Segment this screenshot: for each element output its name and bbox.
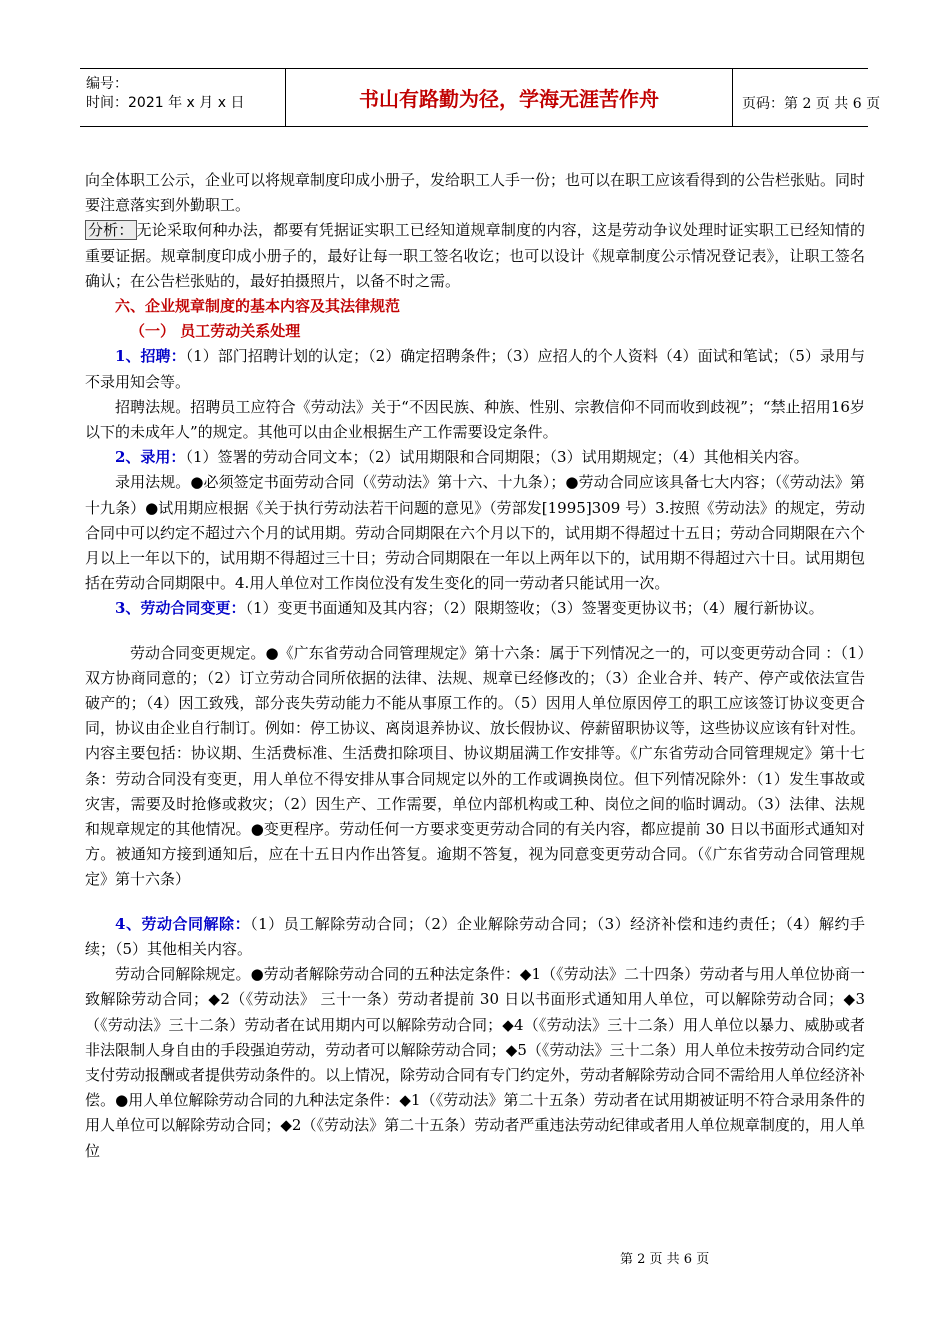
contract-change-regulation: 劳动合同变更规定。●《广东省劳动合同管理规定》第十六条：属于下列情况之一的，可以变更劳动合同 ：（1）双方协商同意的；（2）订立劳动合同所依据的法律、法规、规章已经修改的；（3）企业合并、转产、停产或依法宣告破产的；（4）因工致残，部分丧失劳动能力不能从事原工作的。（5）因用人单位原因停工的职工应该签订协议变更合同，协议由企业自行制订。例如：停工协议、离岗退养协议、放长假协议、停薪留职协议等，这些协议应该有针对性。内容主要包括：协议期、生活费标准、生活费扣除项目、协议期届满工作安排等。《广东省劳动合同管理规定》第十七条：劳动合同没有变更，用人单位不得安排从事合同规定以外的工作或调换岗位。但下列情况除外：（1）发生事故或灾害，需要及时抢修或救灾；（2）因生产、工作需要，单位内部机构或工种、岗位之间的临时调动。（3）法律、法规和规章规定的其他情况。●变更程序。劳动任何一方要求变更劳动合同的有关内容，都应提前 30 日以书面形式通知对方。被通知方接到通知后，应在十五日内作出答复。逾期不答复，视为同意变更劳动合同。（《广东省劳动合同管理规定》第十六条） — [85, 643, 866, 889]
item-hiring-text: （1）签署的劳动合同文本；（2）试用期限和合同期限；（3）试用期规定；（4）其他相关内容。 — [185, 448, 809, 467]
page-header — [80, 68, 881, 127]
section-heading-6: 六、企业规章制度的基本内容及其法律规范 — [115, 297, 401, 316]
paragraph-announcement: 向全体职工公示，企业可以将规章制度印成小册子，发给职工人手一份；也可以在职工应该看得到的公告栏张贴。同时要注意落实到外勤职工。 — [85, 171, 866, 215]
item-recruitment-text: （1）部门招聘计划的认定；（2）确定招聘条件；（3）应招人的个人资料（4）面试和笔试；（5）录用与不录用知会等。 — [85, 347, 866, 391]
item-contract-change-label: 3、劳动合同变更： — [115, 599, 246, 618]
page-footer: 第 2 页 共 6 页 — [620, 1252, 710, 1267]
item-contract-termination-label: 4、劳动合同解除： — [115, 914, 251, 933]
item-contract-change — [85, 596, 865, 621]
document-number-label: 编号： — [86, 76, 128, 92]
item-hiring — [85, 445, 865, 470]
document-date-label: 时间：2021 年 x 月 x 日 — [86, 95, 245, 111]
item-contract-termination — [85, 912, 865, 962]
item-contract-change-text: （1）变更书面通知及其内容；（2）限期签收；（3）签署变更协议书；（4）履行新协议。 — [245, 599, 824, 618]
contract-termination-regulation: 劳动合同解除规定。●劳动者解除劳动合同的五种法定条件：◆1（《劳动法》二十四条）劳动者与用人单位协商一致解除劳动合同；◆2（《劳动法》 三十一条）劳动者提前 30 日以书面形式通知用人单位，可以解除劳动合同；◆3（《劳动法》三十二条）劳动者在试用期内可以解除劳动合同；◆4（《劳动法》三十二条）用人单位以暴力、威胁或者非法限制人身自由的手段强迫劳动，劳动者可以解除劳动合同；◆5（《劳动法》三十二条）用人单位未按劳动合同约定支付劳动报酬或者提供劳动条件的。以上情况，除劳动合同有专门约定外，劳动者解除劳动合同不需给用人单位经济补偿。●用人单位解除劳动合同的九种法定条件：◆1（《劳动法》第二十五条）劳动者在试用期被证明不符合录用条件的用人单位可以解除劳动合同；◆2（《劳动法》第二十五条）劳动者严重违法劳动纪律或者用人单位规章制度的，用人单位 — [85, 965, 866, 1160]
header-page-number: 页码：第 2 页 共 6 页 — [742, 96, 881, 112]
item-recruitment — [85, 344, 865, 394]
analysis-label: 分析： — [85, 220, 137, 240]
recruitment-regulation: 招聘法规。招聘员工应符合《劳动法》关于“不因民族、种族、性别、宗教信仰不同而收到歧视”；“禁止招用16岁以下的未成年人”的规定。其他可以由企业根据生产工作需要设定条件。 — [85, 397, 865, 442]
hiring-regulation: 录用法规。●必须签定书面劳动合同（《劳动法》第十六、十九条）；●劳动合同应该具备七大内容；（《劳动法》第十九条）●试用期应根据《关于执行劳动法若干问题的意见》（劳部发[1995]309 号）3.按照《劳动法》的规定，劳动合同中可以约定不超过六个月的试用期。劳动合同期限在六个月以下的，试用期不得超过十五日；劳动合同期限在六个月以上一年以下的，试用期不得超过三十日；劳动合同期限在一年以上两年以下的，试用期不得超过六十日。试用期包括在劳动合同期限中。4.用人单位对工作岗位没有发生变化的同一劳动者只能试用一次。 — [85, 473, 866, 593]
item-recruitment-label: 1、招聘： — [115, 347, 186, 366]
header-meta-cell — [80, 69, 286, 126]
item-hiring-label: 2、录用： — [115, 448, 186, 467]
analysis-text: 无论采取何种办法，都要有凭据证实职工已经知道规章制度的内容，这是劳动争议处理时证实职工已经知情的重要证据。规章制度印成小册子的，最好让每一职工签名收讫；也可以设计《规章制度公示情况登记表》，让职工签名确认；在公告栏张贴的，最好拍摄照片，以备不时之需。 — [85, 221, 865, 290]
subsection-heading-1: （一） 员工劳动关系处理 — [130, 322, 301, 341]
paragraph-analysis — [85, 218, 865, 294]
header-motto: 书山有路勤为径，学海无涯苦作舟 — [286, 69, 733, 126]
item-contract-termination-text: （1）员工解除劳动合同；（2）企业解除劳动合同；（3）经济补偿和违约责任；（4）解约手续；（5）其他相关内容。 — [85, 914, 865, 958]
document-body — [85, 168, 865, 1164]
